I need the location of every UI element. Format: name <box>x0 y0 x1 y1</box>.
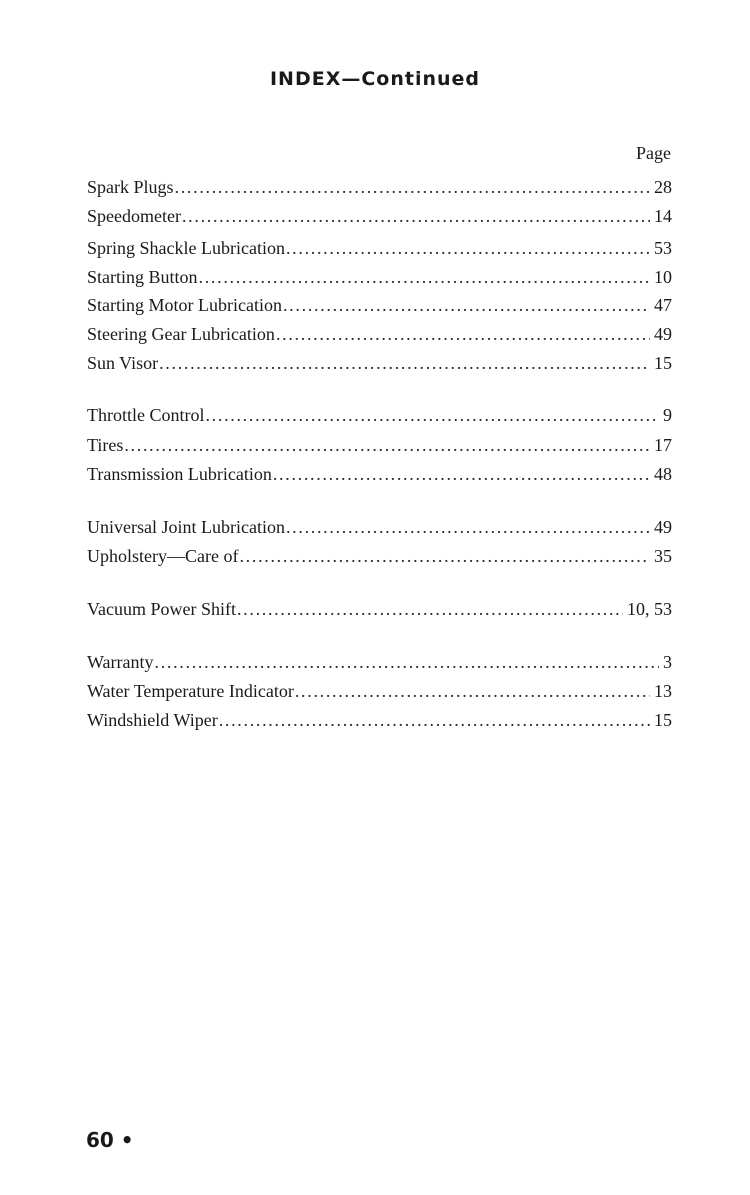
entry-label: Starting Button <box>87 267 198 287</box>
dot-leader <box>239 546 650 567</box>
index-entry <box>87 464 672 490</box>
dot-leader <box>124 435 650 456</box>
entry-page-number: 3 <box>663 652 672 672</box>
index-entry <box>87 652 672 678</box>
index-entry <box>87 353 672 379</box>
index-entry <box>87 295 672 321</box>
dot-leader <box>205 405 659 426</box>
entry-label: Sun Visor <box>87 353 159 373</box>
index-entry <box>87 238 672 264</box>
entry-label: Transmission Lubrication <box>87 464 272 484</box>
entry-page-number: 15 <box>654 710 672 730</box>
entry-label: Warranty <box>87 652 154 672</box>
dot-leader <box>237 599 623 620</box>
index-entry <box>87 710 672 736</box>
dot-leader <box>286 517 650 538</box>
dot-leader <box>199 267 650 288</box>
entry-page-number: 9 <box>663 405 672 425</box>
dot-leader <box>159 353 650 374</box>
entry-page-number: 28 <box>654 177 672 197</box>
dot-leader <box>182 206 650 227</box>
entry-label: Upholstery—Care of <box>87 546 239 566</box>
page-folio: 60 • <box>86 1128 134 1152</box>
entry-page-number: 53 <box>654 238 672 258</box>
entry-label: Steering Gear Lubrication <box>87 324 275 344</box>
entry-page-number: 49 <box>654 517 672 537</box>
entry-page-number: 17 <box>654 435 672 455</box>
entry-label: Vacuum Power Shift <box>87 599 236 619</box>
entry-page-number: 13 <box>654 681 672 701</box>
index-entry <box>87 405 672 431</box>
dot-leader <box>276 324 650 345</box>
entry-page-number: 48 <box>654 464 672 484</box>
dot-leader <box>155 652 659 673</box>
index-entry <box>87 206 672 232</box>
index-entry <box>87 177 672 203</box>
entry-page-number: 14 <box>654 206 672 226</box>
dot-leader <box>286 238 650 259</box>
entry-page-number: 47 <box>654 295 672 315</box>
entry-label: Spark Plugs <box>87 177 174 197</box>
dot-leader <box>219 710 650 731</box>
index-entry <box>87 517 672 543</box>
entry-label: Throttle Control <box>87 405 205 425</box>
index-entry <box>87 681 672 707</box>
entry-label: Starting Motor Lubrication <box>87 295 282 315</box>
index-entry <box>87 267 672 293</box>
entry-label: Speedometer <box>87 206 181 226</box>
entry-page-number: 10 <box>654 267 672 287</box>
dot-leader <box>273 464 650 485</box>
entry-label: Water Temperature Indicator <box>87 681 294 701</box>
entry-page-number: 15 <box>654 353 672 373</box>
dot-leader <box>283 295 650 316</box>
index-entry <box>87 435 672 461</box>
entry-label: Universal Joint Lubrication <box>87 517 285 537</box>
page-title: INDEX—Continued <box>269 68 481 90</box>
index-entry <box>87 324 672 350</box>
page-column-label: Page <box>636 143 671 163</box>
entry-page-number: 35 <box>654 546 672 566</box>
index-entry <box>87 599 672 625</box>
entry-label: Windshield Wiper <box>87 710 218 730</box>
index-entry <box>87 546 672 572</box>
entry-page-number: 10, 53 <box>627 599 672 619</box>
dot-leader <box>175 177 650 198</box>
entry-label: Spring Shackle Lubrication <box>87 238 285 258</box>
entry-label: Tires <box>87 435 124 455</box>
entry-page-number: 49 <box>654 324 672 344</box>
dot-leader <box>295 681 650 702</box>
